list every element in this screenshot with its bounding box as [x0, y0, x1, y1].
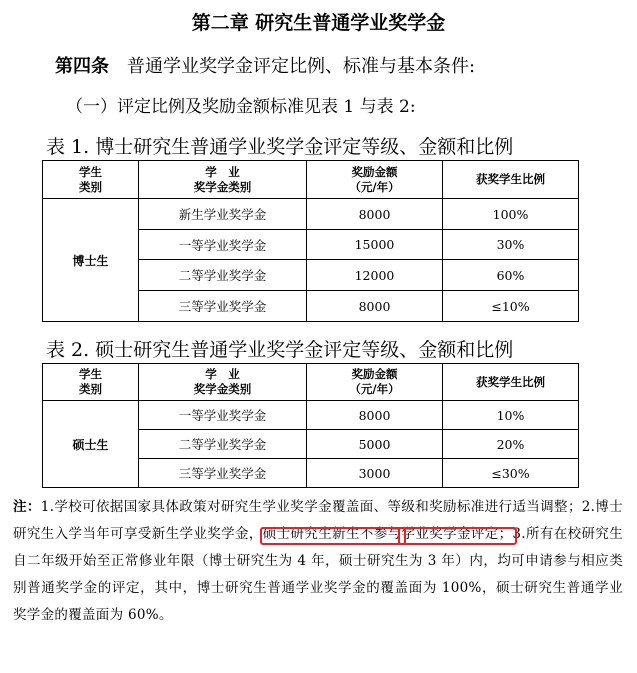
amount-cell: 3000 [307, 459, 443, 488]
ratio-cell: 20% [443, 430, 579, 459]
subsection-heading: （一）评定比例及奖励金额标准见表 1 与表 2: [66, 97, 416, 117]
table-row [43, 401, 579, 430]
header-amount-l2: （元/年） [349, 382, 400, 396]
category-cell: 三等学业奖学金 [139, 291, 307, 322]
table2-masters-scholarships [42, 363, 579, 488]
header-amount-l1: 奖励金额 [351, 164, 398, 179]
table1-caption: 表 1. 博士研究生普通学业奖学金评定等级、金额和比例 [46, 136, 514, 158]
article-number: 第四条 [55, 56, 109, 77]
table-row [43, 199, 579, 230]
ratio-cell: ≤10% [443, 291, 579, 322]
notes-paragraph [13, 494, 623, 629]
note-label: 注： [13, 499, 41, 515]
amount-cell: 8000 [307, 291, 443, 322]
category-cell: 新生学业奖学金 [139, 199, 307, 230]
header-scholarship-type [139, 364, 307, 401]
amount-cell: 8000 [307, 199, 443, 230]
highlight-box [398, 527, 517, 545]
student-type-cell: 硕士生 [43, 401, 139, 488]
student-type-cell: 博士生 [43, 199, 139, 322]
category-cell: 一等学业奖学金 [139, 230, 307, 260]
chapter-title: 第二章 研究生普通学业奖学金 [191, 12, 446, 34]
amount-cell: 8000 [307, 401, 443, 430]
category-cell: 二等学业奖学金 [139, 260, 307, 291]
ratio-cell: 100% [443, 199, 579, 230]
header-amount [307, 364, 443, 401]
header-student-type [43, 161, 139, 199]
header-amount-l2: （元/年） [349, 179, 400, 194]
header-ratio [443, 364, 579, 401]
article-heading [55, 52, 475, 78]
table2-caption: 表 2. 硕士研究生普通学业奖学金评定等级、金额和比例 [46, 339, 514, 361]
header-scholarship-type-l2: 奖学金类别 [193, 382, 252, 396]
header-scholarship-type-l2: 奖学金类别 [193, 179, 252, 194]
header-scholarship-type-l1: 学 业 [205, 367, 240, 381]
header-student-type-l1: 学生 [79, 164, 102, 179]
amount-cell: 5000 [307, 430, 443, 459]
header-scholarship-type-l1: 学 业 [205, 164, 240, 179]
ratio-cell: ≤30% [443, 459, 579, 488]
ratio-cell: 10% [443, 401, 579, 430]
table1-doctoral-scholarships [42, 160, 579, 322]
highlighted-text-b: 学业奖学金评定； [401, 526, 513, 542]
header-ratio-label: 获奖学生比例 [476, 374, 545, 389]
category-cell: 一等学业奖学金 [139, 401, 307, 430]
article-title: 普通学业奖学金评定比例、标准与基本条件: [127, 56, 476, 77]
amount-cell: 15000 [307, 230, 443, 260]
category-cell: 三等学业奖学金 [139, 459, 307, 488]
table-header-row [43, 161, 579, 199]
highlighted-text-a: 硕士研究生新生不参与 [262, 526, 402, 542]
header-student-type-l2: 类别 [79, 179, 102, 194]
header-student-type-l2: 类别 [79, 382, 102, 396]
header-student-type [43, 364, 139, 401]
header-amount-l1: 奖励金额 [351, 367, 398, 381]
highlight-box [260, 527, 407, 545]
header-scholarship-type [139, 161, 307, 199]
header-ratio [443, 161, 579, 199]
ratio-cell: 30% [443, 230, 579, 260]
amount-cell: 12000 [307, 260, 443, 291]
ratio-cell: 60% [443, 260, 579, 291]
header-student-type-l1: 学生 [79, 367, 102, 381]
header-amount [307, 161, 443, 199]
header-ratio-label: 获奖学生比例 [476, 172, 545, 186]
note-text-part2: 3.所有在校研究生自二年级开始至正常修业年限（博士研究生为 4 年，硕士研究生为 3 年）内，均可申请参与相应类别普通奖学金的评定，其中，博士研究生普通学业奖学金的覆盖面为 100%，硕士研究生普通学业奖学金的覆盖面为 60%。 [13, 526, 624, 623]
table-header-row [43, 364, 579, 401]
category-cell: 二等学业奖学金 [139, 430, 307, 459]
note-text-part1: 1.学校可依据国家具体政策对研究生学业奖学金覆盖面、等级和奖励标准进行适当调整；2.博士研究生入学当年可享受新生学业奖学金， [13, 499, 623, 542]
